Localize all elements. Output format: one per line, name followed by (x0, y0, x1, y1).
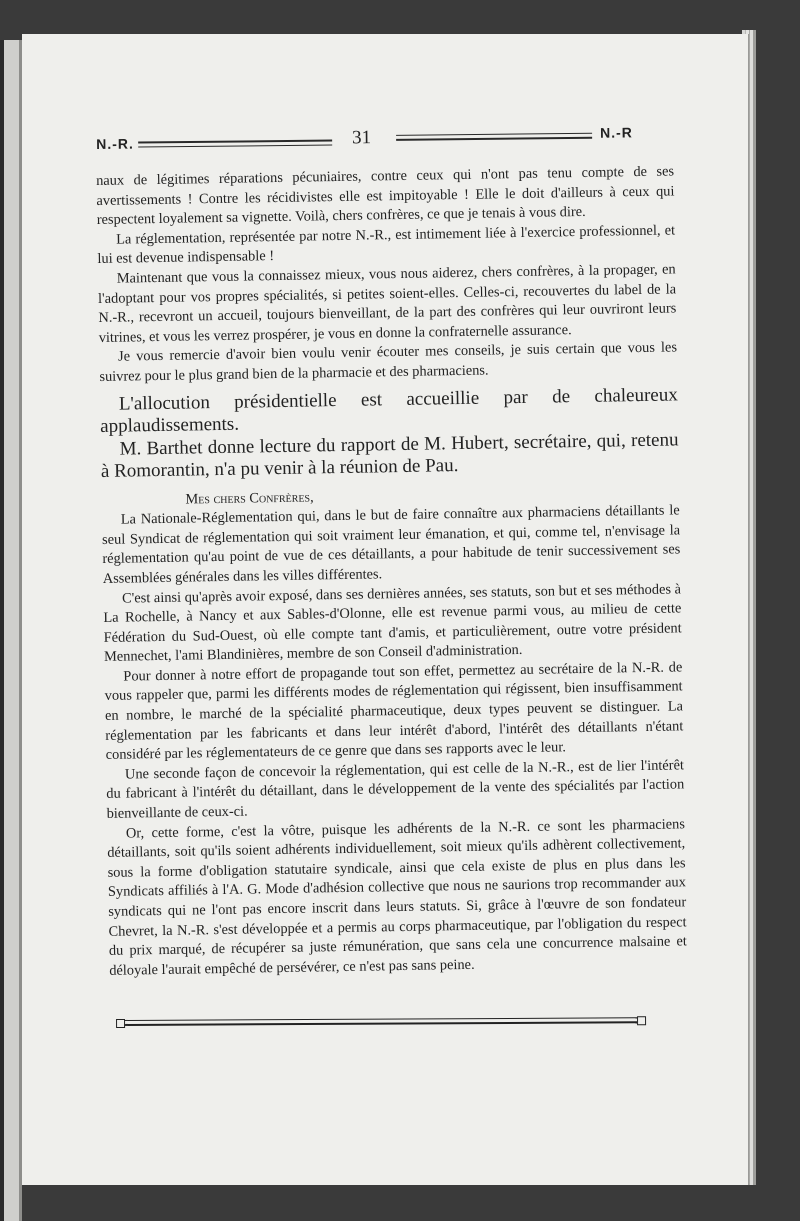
body-text (96, 162, 687, 981)
footer-rule-line (125, 1017, 637, 1026)
header-rule-left (138, 140, 332, 148)
page-number: 31 (352, 127, 372, 149)
report-paragraph: La Nationale-Réglementation qui, dans le but de faire connaître aux pharmaciens détaillants le seul Syndicat de réglementation qui soit vraiment leur émanation, et qui, comme tel, n'envisage la réglementation qu'au point de vue de ces détaillants, a pour habitude de tenir successivement ses Assemblées générales dans les villes différentes. (101, 502, 681, 587)
document-page (22, 34, 748, 1185)
header-rule-right (396, 133, 592, 141)
paragraph: La réglementation, représentée par notre N.-R., est intimement liée à l'exercice professionnel, et lui est devenue indispensable ! (97, 222, 676, 268)
paragraph: Maintenant que vous la connaissez mieux, vous nous aiderez, chers confrères, à la propager, en l'adoptant pour vos propres spécialités, si petites soient-elles. Celles-ci, recouvertes du label de la N.-R., recevront un accueil, toujours bienveillant, de la part des confrères qui leur ouvriront leurs vitrines, et vous les verrez prospérer, je vous en donne la confraternelle assurance. (97, 261, 677, 346)
salutation: Mes chers Confrères, (185, 488, 314, 508)
report-paragraph: Or, cette forme, c'est la vôtre, puisque les adhérents de la N.-R. ce sont les pharmaciens détaillants, soit qu'ils soient adhérents individuellement, soit mieux qu'ils adhèrent collectivement, sous la forme d'obligation statutaire syndicale, ainsi que cela existe de plus en plus dans les Syndicats affiliés à l'A. G. Mode d'adhésion collective que nous ne saurions trop recommander aux syndicats qui ne l'ont pas encore inscrit dans leurs statuts. Si, grâce à l'œuvre de son fondateur Chevret, la N.-R. s'est développée et a permis au corps pharmaceutique, par l'obligation du respect du prix marqué, de récupérer sa juste rémunération, que sans cela une concurrence malsaine et déloyale l'aurait empêché de persévérer, ce n'est pas sans peine. (107, 815, 687, 979)
running-header (96, 122, 666, 158)
paragraph: naux de légitimes réparations pécuniaires, contre ceux qui n'ont pas tenu compte de ses avertissements ! Contre les récidivistes elle est impitoyable ! Elle le doit d'ailleurs à ceux qui respectent loyalement sa vignette. Voilà, chers confrères, ce que je tenais à vous dire. (96, 163, 675, 229)
footer-rule-end-box (116, 1019, 125, 1028)
paragraph: Je vous remercie d'avoir bien voulu venir écouter mes conseils, je suis certain que vous les suivrez pour le plus grand bien de la pharmacie et des pharmaciens. (99, 339, 678, 385)
header-left-label: N.-R. (96, 135, 134, 152)
report-paragraph: Pour donner à notre effort de propagande tout son effet, permettez au secrétaire de la N.-R. de vous rappeler que, parmi les différents modes de réglementation qui régissent, bien insuffisamment en nombre, le marché de la spécialité pharmaceutique, deux types peuvent se distinguer. La réglementation par les fabricants et dans leur intérêt d'abord, l'intérêt des détaillants n'étant considéré par les réglementateurs de ce genre que dans ses rapports avec le leur. (104, 659, 684, 764)
large-paragraph: M. Barthet donne lecture du rapport de M. Hubert, secrétaire, qui, retenu à Romorantin, n'a pu venir à la réunion de Pau. (100, 428, 679, 482)
report-paragraph: C'est ainsi qu'après avoir exposé, dans ses dernières années, ses statuts, son but et ses méthodes à La Rochelle, à Nancy et aux Sables-d'Olonne, elle est revenue parmi vous, au milieu de cette Fédération du Sud-Ouest, où elle compte tant d'amis, et particulièrement, outre votre président Mennechet, l'ami Blandinières, membre de son Conseil d'administration. (103, 580, 682, 666)
report-paragraph: Une seconde façon de concevoir la réglementation, qui est celle de la N.-R., est de lier l'intérêt du fabricant à l'intérêt du détaillant, dans le développement de la vente des spécialités par l'action bienveillante de ceux-ci. (106, 757, 685, 822)
header-right-label: N.-R (599, 124, 633, 141)
footer-rule-end-box (637, 1016, 646, 1025)
large-paragraph: L'allocution présidentielle est accueillie par de chaleureux applaudissements. (100, 383, 678, 437)
adjacent-page-edge (0, 40, 22, 1221)
footer-rule (116, 1009, 646, 1032)
